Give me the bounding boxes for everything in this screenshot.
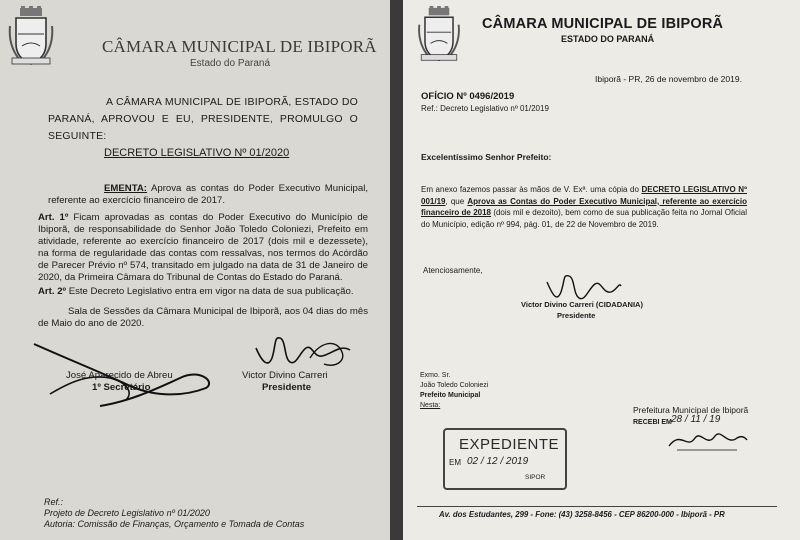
stamp-title: EXPEDIENTE [459,436,560,453]
signatory-role: Presidente [557,311,596,320]
body-part-2: , que [445,196,468,206]
receipt-organization: Prefeitura Municipal de Ibiporã [633,405,749,415]
stamp-date: 02 / 12 / 2019 [467,456,529,467]
president-name: Victor Divino Carreri [242,370,328,381]
letter-body [421,184,747,230]
president-role: Presidente [262,382,312,393]
preamble: A CÂMARA MUNICIPAL DE IBIPORÃ, ESTADO DO PARANÁ, APROVOU E EU, PRESIDENTE, PROMULGO O SEGUINTE: [48,96,358,142]
reference-line-1: Projeto de Decreto Legislativo nº 01/2020 [44,508,210,518]
municipal-crest-icon [417,6,461,64]
date-line: Ibiporã - PR, 26 de novembro de 2019. [595,74,742,84]
article-2 [38,286,368,298]
ementa-text: Aprova as contas do Poder Executivo Municipal, referente ao exercício financeiro de 2017. [48,183,368,206]
right-document [403,0,800,540]
body-decree: DECRETO LEGISLATIVO Nº 001/19 [421,185,747,206]
receipt-label: RECEBI EM [633,419,672,426]
reference-label: Ref.: [44,497,64,507]
stamp-em: EM [449,458,461,467]
art1-text: Ficam aprovadas as contas do Poder Executivo do Município de Ibiporã, de responsabilidade do Senhor João Toledo Coloniezi, Prefeito em atividade, referente ao exercício financeiro de 2017 (dois mil e dezessete), na forma de regularidade das contas com ressalvas, nos termos do Acórdão de Parecer Prévio nº 574, transitado em julgado na data de 31 de Janeiro de 2020, da Primeira Câmara do Tribunal de Contas do Estado do Paraná. [38,212,368,283]
salutation: Excelentíssimo Senhor Prefeito: [421,152,552,162]
secretary-name: José Aparecido de Abreu [66,370,173,381]
addressee-line-4: Nesta: [420,402,441,409]
ementa [48,183,368,207]
header-title: CÂMARA MUNICIPAL DE IBIPORÃ [482,16,724,32]
art2-label: Art. 2º [38,286,67,297]
receipt-signature [667,424,749,454]
secretary-role: 1º Secretário [92,382,151,393]
left-document [0,0,390,540]
body-aprova: Aprova as Contas do Poder Executivo Municipal, referente ao exercício financeiro de 2018 [421,196,747,217]
president-signature [250,328,360,376]
decree-title: DECRETO LEGISLATIVO Nº 01/2020 [104,147,290,159]
art1-label: Art. 1º [38,212,69,223]
art2-text: Este Decreto Legislativo entra em vigor na data de sua publicação. [66,286,354,297]
body-part-1: Em anexo fazemos passar às mãos de V. Exª. uma cópia do [421,185,642,194]
municipal-crest-icon [8,6,54,68]
addressee-line-3: Prefeito Municipal [420,392,481,399]
header-title: CÂMARA MUNICIPAL DE IBIPORÃ [102,37,377,56]
header-subtitle: ESTADO DO PARANÁ [561,34,655,44]
signatory-name: Victor Divino Carreri (CIDADANIA) [521,300,643,309]
addressee-line-2: João Toledo Coloniezi [420,382,489,389]
header-subtitle: Estado do Paraná [190,58,271,69]
regards: Atenciosamente, [423,266,483,275]
reference-line-2: Autoria: Comissão de Finanças, Orçamento e Tomada de Contas [44,519,305,529]
oficio-number: OFÍCIO Nº 0496/2019 [421,91,515,102]
receipt-date: 28 / 11 / 19 [671,414,721,425]
footer-divider [417,506,777,507]
addressee-line-1: Exmo. Sr. [420,372,451,379]
reference: Ref.: Decreto Legislativo nº 01/2019 [421,104,549,113]
closing-text: Sala de Sessões da Câmara Municipal de Ibiporã, aos 04 dias do mês de Maio do ano de 2020. [38,306,368,329]
article-1 [38,212,368,284]
stamp-footer: SIPOR [525,474,546,481]
footer-address: Av. dos Estudantes, 299 - Fone: (43) 3258-8456 - CEP 86200-000 - Ibiporã - PR [439,510,725,519]
body-part-3: (dois mil e dezoito), bem como de sua publicação feita no Jornal Oficial do Município, edição nº 994, pág. 01, de 22 de Novembro de 2019. [421,208,747,229]
expediente-stamp [443,428,567,490]
ementa-label: EMENTA: [104,183,147,194]
